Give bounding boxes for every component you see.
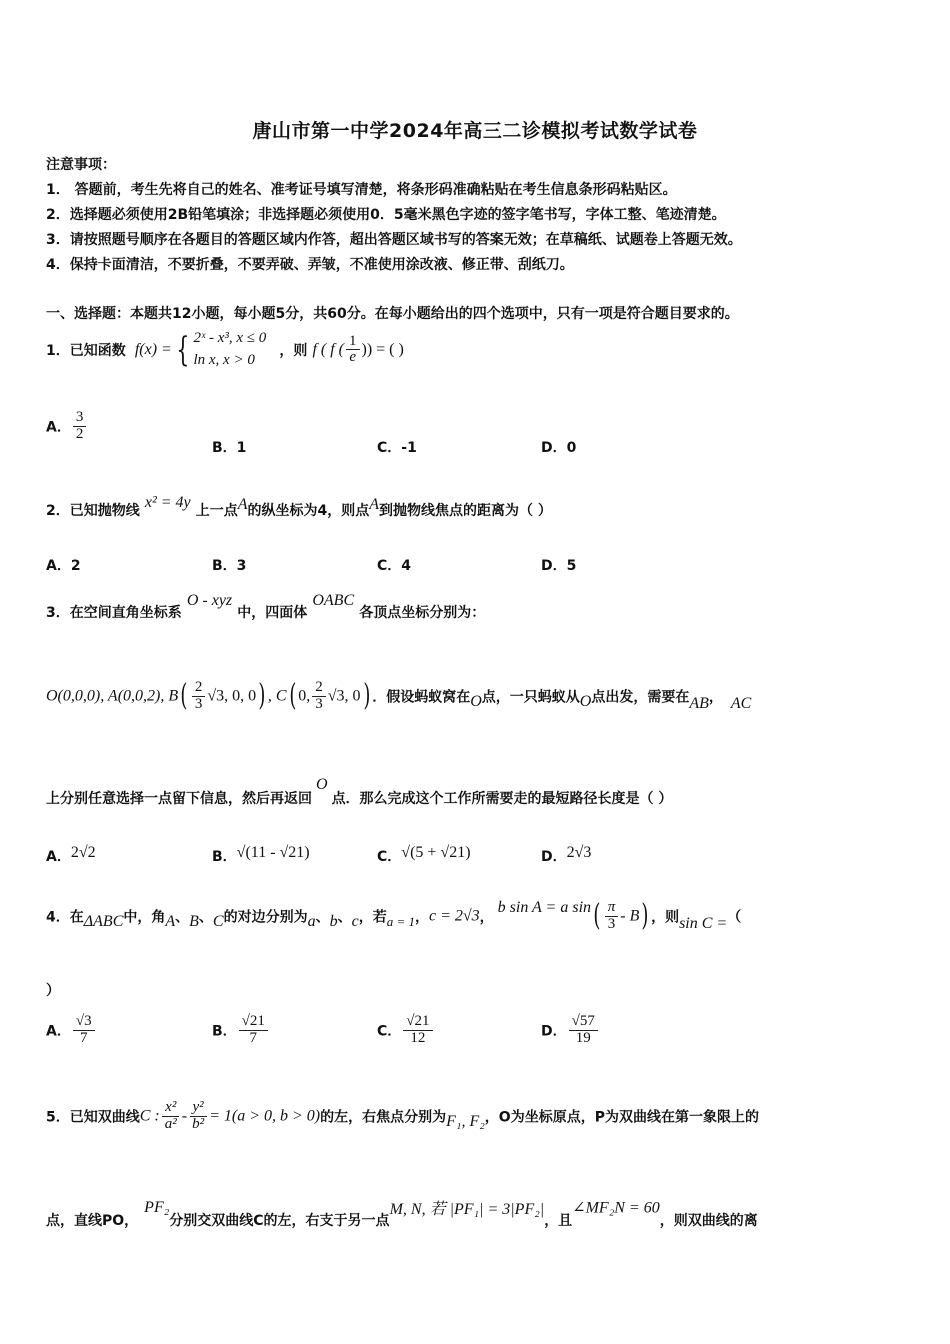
q4-part-2: 中，角: [123, 909, 166, 926]
q4-cond-3-pre: b sin A = a sin: [497, 899, 592, 917]
q1-ask-den: e: [349, 349, 357, 366]
q3-frac2-den: 3: [315, 695, 323, 712]
q4-option-b-label: B．: [212, 1023, 237, 1040]
q4-option-d-label: D．: [541, 1023, 567, 1040]
q2-part-3: 的纵坐标为4，则点: [247, 503, 370, 519]
q3-coords-a: O(0,0,0), A(0,0,2), B: [46, 687, 179, 705]
q1-option-a-fraction: [73, 410, 87, 443]
q1-cases: [193, 328, 266, 372]
q4-angle-c: C: [212, 913, 224, 931]
question-3: [46, 592, 486, 621]
q4-option-c-num: √21: [403, 1014, 432, 1031]
q3-option-b-label: B．: [212, 849, 237, 865]
q4-option-b: [212, 1014, 270, 1047]
q4-sep-2: 、: [198, 909, 213, 926]
q4-part-3: 的对边分别为: [223, 909, 308, 926]
q4-paren-open: (: [593, 898, 601, 934]
q1-ask-post: )) = ( ): [361, 340, 404, 358]
q5-line-2: [46, 1196, 758, 1229]
q3-coords-c: , C: [267, 687, 287, 705]
q1-option-d: D．0: [541, 440, 577, 456]
q4-option-a-den: 7: [79, 1029, 88, 1046]
q3-part-3: 各顶点坐标分别为：: [359, 605, 486, 621]
q5-eq-post: = 1(a > 0, b > 0): [209, 1107, 321, 1125]
q3-frac1-den: 3: [194, 695, 203, 712]
q3-tetrahedron: OABC: [312, 592, 355, 609]
q4-option-c: [377, 1014, 435, 1047]
q2-part-4: 到抛物线焦点的距离为（ ）: [379, 503, 552, 519]
q4-comma-1: ，: [414, 909, 429, 926]
q5-angle: ∠MF₂N = 60: [572, 1199, 660, 1217]
q4-paren-close-text: ）: [46, 983, 60, 999]
page-title: 唐山市第一中学2024年高三二诊模拟考试数学试卷: [252, 120, 698, 142]
q4-sep-4: 、: [337, 909, 352, 926]
q4-ask: sin C =: [679, 915, 728, 933]
q2-point-a: A: [237, 496, 248, 513]
q4-cond-3-post: - B: [620, 907, 640, 925]
q2-part-1: 2．已知抛物线: [46, 503, 140, 519]
q3-coordinates-line: [46, 680, 751, 713]
q1-option-b: B．1: [212, 440, 247, 456]
q3-option-b: [212, 842, 310, 865]
q4-angle-a: A: [165, 913, 176, 931]
q3-part-7: 上分别任意选择一点留下信息，然后再返回: [46, 791, 312, 807]
q1-brace: {: [176, 329, 190, 370]
q5-a2: a²: [164, 1115, 177, 1132]
q5-part-3: ，O为坐标原点，P为双曲线在第一象限上的: [484, 1109, 759, 1126]
q1-option-a-label: A．: [46, 419, 71, 436]
question-5: [46, 1100, 759, 1133]
q3-part-2: 中，四面体: [237, 605, 308, 621]
q5-minus: -: [181, 1107, 188, 1125]
q3-option-c-label: C．: [377, 849, 402, 865]
q4-triangle: ΔABC: [83, 913, 124, 931]
q3-coords-fraction-2: [312, 680, 326, 713]
q4-option-b-fraction: [239, 1014, 268, 1047]
q4-option-a: [46, 1014, 97, 1047]
q3-part-5: 点，一只蚂蚁从: [481, 689, 580, 706]
q1-mid: ，则: [279, 342, 308, 359]
q4-option-c-label: C．: [377, 1023, 402, 1040]
q5-part-1: 5．已知双曲线: [46, 1109, 140, 1126]
q3-option-d-value: 2√3: [566, 844, 592, 861]
q1-option-a: [46, 410, 88, 443]
q4-option-a-num: √3: [73, 1014, 95, 1031]
q3-option-c: [377, 842, 471, 865]
q2-part-2: 上一点: [195, 503, 238, 519]
q3-o-3: O: [316, 776, 328, 793]
q3-part-6: 点出发，需要在: [591, 689, 690, 706]
q4-part-4: ，若: [358, 909, 387, 926]
q5-pf2: PF₂: [144, 1198, 170, 1216]
q5-part-6: ，且: [544, 1212, 573, 1229]
q4-sep-3: 、: [315, 909, 330, 926]
q3-part-8: 点．那么完成这个工作所需要走的最短路径长度是（ ）: [331, 791, 673, 807]
q3-frac1-num: 2: [192, 680, 206, 697]
section-heading: 一、选择题：本题共12小题，每小题5分，共60分。在每小题给出的四个选项中，只有一项是符合题目要求的。: [46, 306, 739, 322]
q4-cond-3-den: 3: [607, 915, 616, 932]
q5-part-2: 的左，右焦点分别为: [320, 1109, 447, 1126]
question-1: [46, 328, 404, 372]
notice-item-4: 4．保持卡面清洁，不要折叠，不要弄破、弄皱，不准使用涂改液、修正带、刮纸刀。: [46, 257, 574, 273]
q3-o-1: O: [470, 693, 482, 711]
q4-cond-3-num: π: [605, 900, 619, 917]
notice-heading: 注意事项：: [46, 157, 116, 173]
q4-cond-3-fraction: [605, 900, 619, 933]
q3-option-a: [46, 842, 96, 865]
q4-option-b-den: 7: [249, 1029, 258, 1046]
q5-foci: F₁, F₂: [446, 1113, 485, 1131]
q1-fx: f(x) =: [134, 340, 172, 358]
q4-option-b-num: √21: [239, 1014, 268, 1031]
q2-option-b: B．3: [212, 558, 247, 574]
q2-option-a: A．2: [46, 558, 81, 574]
q4-option-a-label: A．: [46, 1023, 71, 1040]
q4-part-1: 4．在: [46, 909, 84, 926]
notice-item-3: 3．请按照题号顺序在各题目的答题区域内作答，超出答题区域书写的答案无效；在草稿纸、试题卷上答题无效。: [46, 232, 742, 248]
q1-option-a-den: 2: [75, 425, 84, 442]
q1-ask-pre: f ( f (: [312, 340, 344, 358]
q5-eq-pre: C :: [139, 1107, 160, 1125]
q3-paren-close-2: ): [362, 678, 370, 714]
q3-frac2-num: 2: [312, 680, 326, 697]
q2-option-d: D．5: [541, 558, 577, 574]
q3-paren-close-1: ): [258, 678, 266, 714]
q5-fraction-x: [162, 1100, 180, 1133]
q4-option-d: [541, 1014, 600, 1047]
q3-part-4: ．假设蚂蚁窝在: [372, 689, 471, 706]
q5-y2: y²: [190, 1100, 207, 1117]
q4-angle-b: B: [189, 913, 199, 931]
q5-part-5: 分别交双曲线C的左，右支于另一点: [169, 1212, 390, 1229]
question-2: [46, 494, 552, 520]
q4-option-d-fraction: [569, 1014, 598, 1047]
question-4: [46, 900, 741, 933]
q5-x2: x²: [162, 1100, 179, 1117]
q5-fraction-y: [189, 1100, 207, 1133]
q3-comma: ，: [708, 689, 723, 706]
q4-option-a-fraction: [73, 1014, 95, 1047]
q3-coords-fraction-1: [192, 680, 206, 713]
q4-sep-1: 、: [175, 909, 190, 926]
q2-equation: x² = 4y: [144, 494, 191, 511]
q3-option-d-label: D．: [541, 849, 567, 865]
q3-option-b-value: √(11 - √21): [236, 844, 310, 861]
q4-cond-1: a = 1: [386, 914, 415, 930]
q1-option-a-num: 3: [73, 410, 87, 427]
q4-paren-close: ): [641, 898, 649, 934]
q1-case-1: 2ˣ - x³, x ≤ 0: [193, 330, 267, 346]
q3-paren-open-1: (: [180, 678, 188, 714]
q3-ac: AC: [730, 695, 752, 713]
q1-ask-fraction: [346, 334, 360, 367]
q4-part-5: ，则: [651, 909, 680, 926]
q4-paren-open-text: （: [727, 909, 742, 926]
q4-side-b: b: [329, 913, 338, 931]
q3-part-1: 3．在空间直角坐标系: [46, 605, 182, 621]
q1-ask-num: 1: [346, 334, 360, 351]
q4-option-d-num: √57: [569, 1014, 598, 1031]
notice-item-2: 2．选择题必须使用2B铅笔填涂；非选择题必须使用0．5毫米黑色字迹的签字笔书写，字体工整、笔迹清楚。: [46, 207, 726, 223]
q1-lead: 1．已知函数: [46, 342, 126, 359]
q3-coords-d: 0,: [298, 687, 311, 705]
q3-o-2: O: [579, 693, 592, 711]
q3-system: O - xyz: [186, 592, 233, 609]
q4-option-d-den: 19: [575, 1029, 591, 1046]
q4-option-c-fraction: [403, 1014, 432, 1047]
q3-option-a-label: A．: [46, 849, 71, 865]
q5-b2: b²: [192, 1115, 205, 1132]
q3-option-d: [541, 842, 592, 865]
q1-option-c: C．-1: [377, 440, 417, 456]
notice-item-1: 1． 答题前，考生先将自己的姓名、准考证号填写清楚，将条形码准确粘贴在考生信息条形码粘贴区。: [46, 182, 677, 198]
q3-ab: AB: [689, 695, 709, 713]
q4-side-a: a: [307, 913, 316, 931]
q4-option-c-den: 12: [410, 1029, 426, 1046]
q3-coords-b: √3, 0, 0: [207, 687, 257, 705]
q3-option-a-value: 2√2: [70, 844, 96, 861]
q5-part-4: 点，直线PO，: [46, 1212, 139, 1229]
q4-cond-2: c = 2√3: [428, 907, 480, 925]
q3-option-c-value: √(5 + √21): [401, 844, 471, 861]
q3-continuation: [46, 774, 673, 807]
q3-paren-open-2: (: [288, 678, 296, 714]
q5-part-7: ，则双曲线的离: [659, 1212, 758, 1229]
q1-case-2: ln x, x > 0: [193, 351, 255, 368]
q2-option-c: C．4: [377, 558, 412, 574]
q4-side-c: c: [351, 913, 359, 931]
q5-mn: M, N, 若 |PF₁| = 3|PF₂|: [389, 1201, 545, 1218]
q2-point-a-2: A: [369, 496, 380, 513]
q3-coords-e: √3, 0: [327, 687, 361, 705]
q4-comma-2: ，: [479, 909, 494, 926]
